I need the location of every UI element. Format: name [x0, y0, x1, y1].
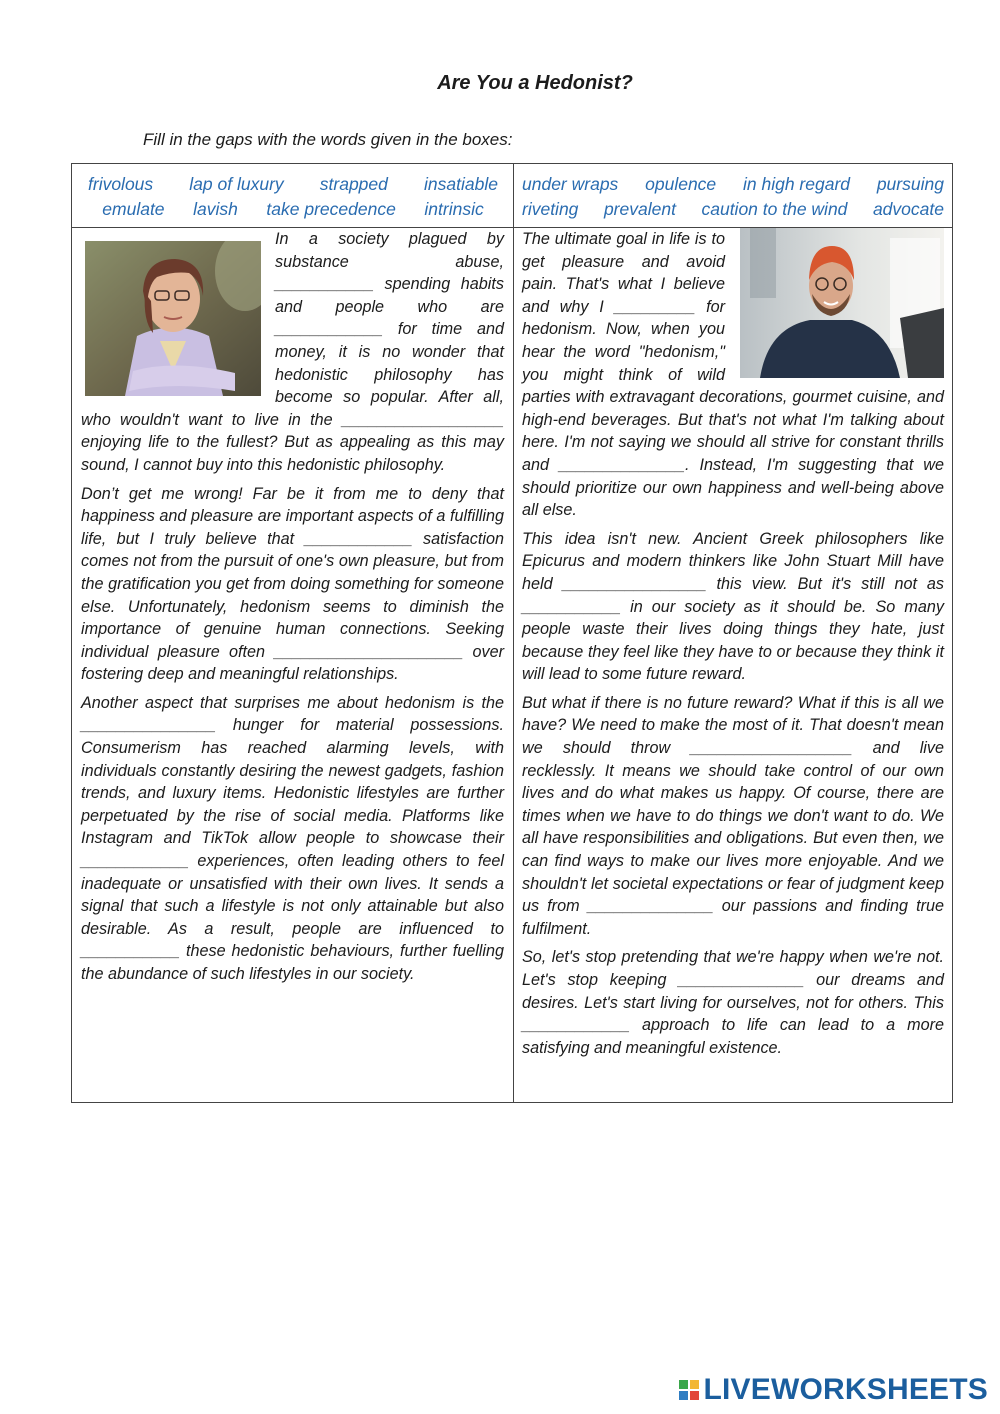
word-bank-left — [72, 164, 512, 227]
word-option[interactable]: insatiable — [424, 174, 498, 194]
word-option[interactable]: emulate — [102, 199, 165, 219]
word-bank-row — [88, 172, 498, 197]
liveworksheets-logo — [679, 1373, 989, 1407]
woman-photo — [85, 241, 261, 396]
paragraph: Don’t get me wrong! Far be it from me to deny that happiness and pleasure are important aspects of a fulfilling life, but I truly believe that ____________ satisfaction comes not from the pursuit of one's own pleasure, but from the gratification you get from doing something for someone else. Unfortunately, hedonism seems to diminish the importance of genuine human connections. Seeking individual pleasure often _____________________ over fostering deep and meaningful relationships. — [81, 484, 504, 684]
logo-icon — [679, 1380, 699, 1400]
word-option[interactable]: take precedence — [266, 199, 396, 219]
logo-text: LIVEWORKSHEETS — [703, 1373, 988, 1406]
word-option[interactable]: intrinsic — [424, 199, 484, 219]
word-bank-row — [522, 197, 944, 222]
word-bank-row — [522, 172, 944, 197]
word-option[interactable]: pursuing — [876, 174, 944, 194]
paragraph: In a society plagued by substance abuse, ___________ spending habits and people who are ____________ for time and money, it is no wonder that hedonistic philosophy has become so popular. After all, who wouldn't want to live in the __________________ enjoying life to the fullest? But as appealing as this may sound, I cannot buy into this hedonistic philosophy. — [81, 230, 504, 474]
worksheet-table — [71, 163, 953, 1103]
word-option[interactable]: in high regard — [742, 174, 851, 194]
paragraph: But what if there is no future reward? What if this is all we have? We need to make the most of it. That doesn't mean we should throw __________________ and live recklessly. It means we should take control of our own lives and do what makes us happy. Of course, there are times when we have to do things we don't want to do. We all have responsibilities and obligations. But even then, we can find ways to make our lives more enjoyable. And we shouldn't let societal expectations or fear of judgment keep us from ______________ our passions and finding true fulfilment. — [522, 693, 944, 938]
paragraph: Another aspect that surprises me about hedonism is the _______________ hunger for material possessions. Consumerism has reached alarming levels, with individuals constantly desiring the newest gadgets, fashion trends, and luxury items. Hedonistic lifestyles are further perpetuated by the rise of social media. Platforms like Instagram and TikTok allow people to showcase their ____________ experiences, often leading others to feel inadequate or unsatisfied with their own lives. It sends a signal that such a lifestyle is not only attainable but also desirable. As a result, people are influenced to ___________ these hedonistic behaviours, further fuelling the abundance of such lifestyles in our society. — [81, 693, 504, 983]
word-option[interactable]: caution to the wind — [701, 199, 848, 219]
word-option[interactable]: opulence — [645, 174, 717, 194]
word-option[interactable]: advocate — [872, 199, 944, 219]
paragraph: So, let's stop pretending that we're happy when we're not. Let's stop keeping ______________ our dreams and desires. Let's start living for ourselves, not for others. This ____________ approach to life can lead to a more satisfying and meaningful existence. — [522, 948, 944, 1057]
word-bank-right — [513, 164, 953, 227]
page-title: Are You a Hedonist? — [437, 72, 633, 94]
right-column-text — [513, 228, 953, 1065]
word-option[interactable]: lap of luxury — [189, 174, 284, 194]
word-option[interactable]: riveting — [522, 199, 579, 219]
word-bank-row — [88, 197, 498, 222]
word-option[interactable]: strapped — [319, 174, 388, 194]
word-option[interactable]: under wraps — [522, 174, 619, 194]
word-option[interactable]: prevalent — [603, 199, 676, 219]
man-photo — [740, 228, 944, 378]
instructions: Fill in the gaps with the words given in the boxes: — [143, 130, 513, 149]
paragraph: The ultimate goal in life is to get pleasure and avoid pain. That's what I believe and why I _________ for hedonism. Now, when you hear the word "hedonism," you might think of wild parties with extravagant decorations, gourmet cuisine, and high-end beverages. But that's not what I'm talking about here. I'm not saying we should all strive for constant thrills and ______________. Instead, I'm suggesting that we should prioritize our own happiness and well-being above all else. — [522, 230, 944, 520]
left-column-text — [72, 228, 512, 992]
word-option[interactable]: frivolous — [88, 174, 154, 194]
word-option[interactable]: lavish — [193, 199, 238, 219]
paragraph: This idea isn't new. Ancient Greek philosophers like Epicurus and modern thinkers like John Stuart Mill have held ________________ this view. But it's still not as ___________ in our society as it should be. So many people waste their lives doing things they hate, just because they feel like they have to or because they think it will lead to some future reward. — [522, 529, 944, 684]
